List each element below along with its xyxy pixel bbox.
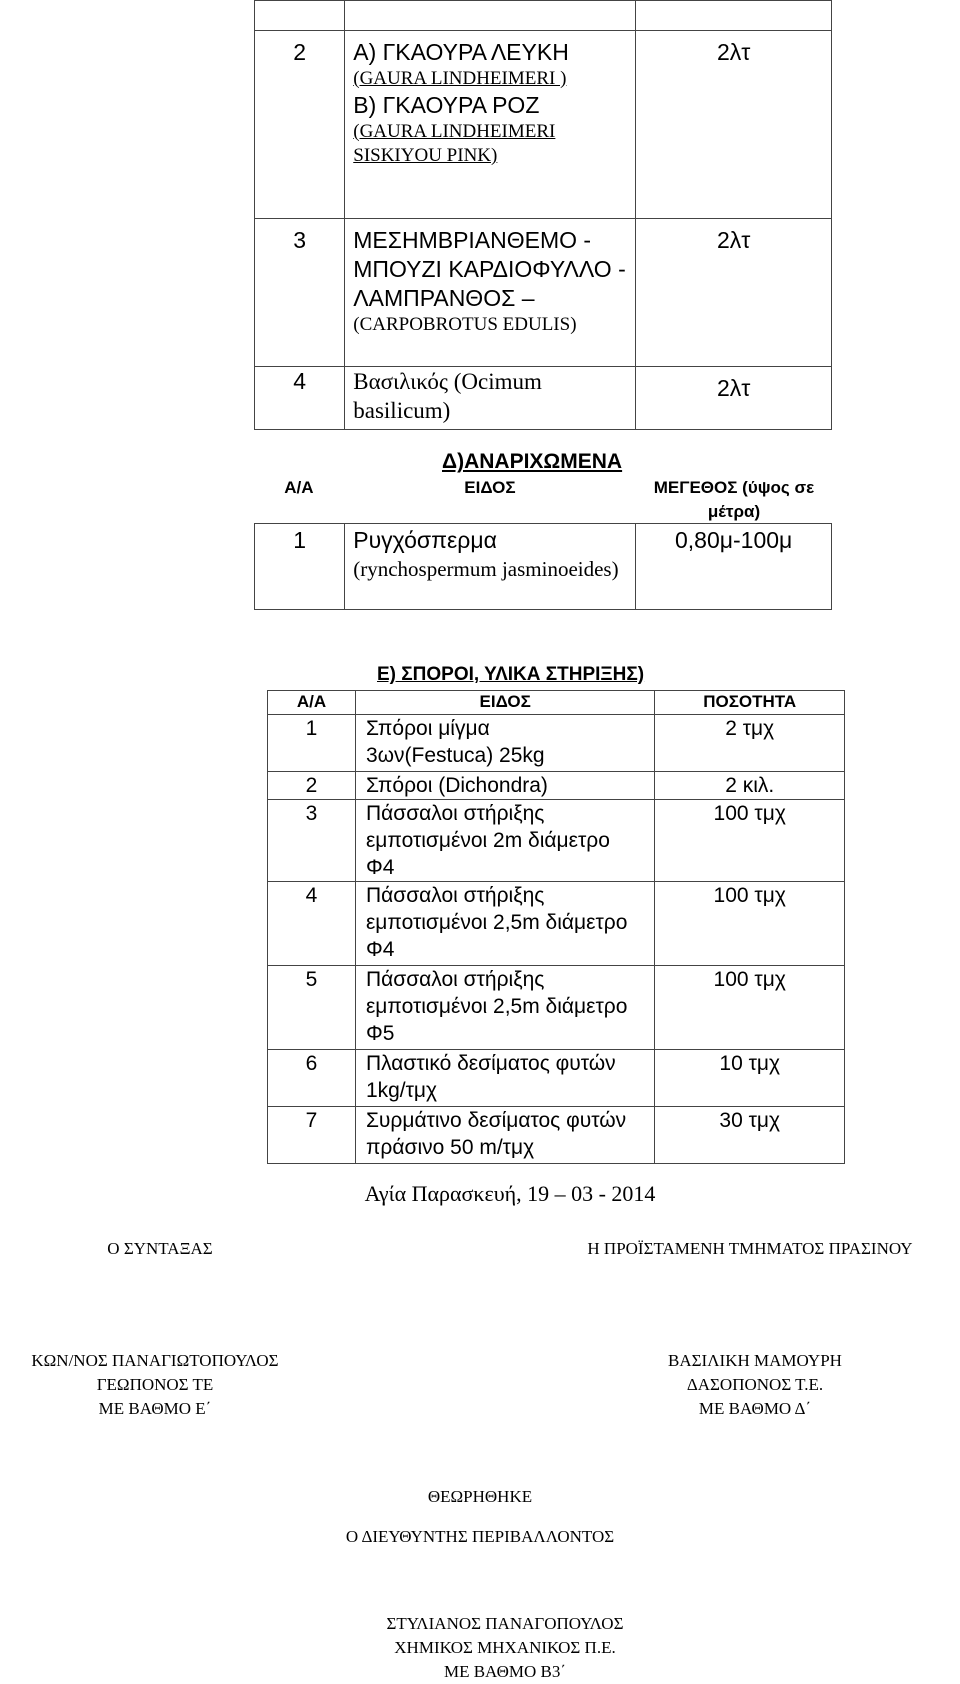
table-row	[268, 1107, 845, 1164]
head-role: ΔΑΣΟΠΟΝΟΣ Τ.Ε.	[686, 1375, 824, 1394]
head-grade: ΜΕ ΒΑΘΜΟ Δ΄	[698, 1399, 812, 1418]
plant-latin-b: (GAURA LINDHEIMERI SISKIYOU PINK)	[353, 121, 556, 166]
row-number: 7	[268, 1107, 356, 1164]
table-row	[268, 772, 845, 800]
item-name: Πάσσαλοι στήριξης εμποτισμένοι 2,5m διάμετρο Φ5	[355, 966, 654, 1050]
head-title: Η ΠΡΟΪΣΤΑΜΕΝΗ ΤΜΗΜΑΤΟΣ ΠΡΑΣΙΝΟΥ	[587, 1239, 913, 1258]
row-number: 2	[255, 31, 345, 219]
row-number: 5	[268, 966, 356, 1050]
header-eidos: ΕΙΔΟΣ	[464, 478, 516, 497]
table-row	[255, 524, 832, 610]
header-aa: Α/Α	[268, 691, 356, 715]
plant-name-b: Β) ΓΚΑΟΥΡΑ ΡΟΖ	[353, 92, 540, 118]
row-number: 3	[268, 800, 356, 882]
item-name: Πάσσαλοι στήριξης εμποτισμένοι 2,5m διάμετρο Φ4	[355, 882, 654, 966]
plant-name	[345, 219, 636, 367]
table-header-row	[268, 691, 845, 715]
plant-name-text: ΜΕΣΗΜΒΡΙΑΝΘΕΜΟ - ΜΠΟΥΖΙ ΚΑΡΔΙΟΦΥΛΛΟ - ΛΑΜΠΡΑΝΘΟΣ –	[353, 227, 626, 311]
plant-qty: 2λτ	[636, 31, 832, 219]
table-row	[268, 715, 845, 772]
plant-latin-a: (GAURA LINDHEIMERI )	[353, 68, 567, 89]
table-row	[255, 219, 832, 367]
row-number: 4	[255, 367, 345, 430]
director-role: ΧΗΜΙΚΟΣ ΜΗΧΑΝΙΚΟΣ Π.Ε.	[394, 1638, 616, 1657]
plant-name	[345, 31, 636, 219]
plant-size: 0,80μ-100μ	[636, 524, 832, 610]
section-d-title: Δ)ΑΝΑΡΙΧΩΜΕΝΑ	[442, 450, 623, 473]
head-name: ΒΑΣΙΛΙΚΗ ΜΑΜΟΥΡΗ	[668, 1351, 842, 1370]
table-row	[268, 1050, 845, 1107]
plant-qty: 2λτ	[636, 219, 832, 367]
composer-title: Ο ΣΥΝΤΑΞΑΣ	[107, 1239, 213, 1258]
plant-latin: (rynchospermum jasminoeides)	[353, 557, 619, 581]
item-name: Πλαστικό δεσίματος φυτών 1kg/τμχ	[355, 1050, 654, 1107]
item-name: Συρμάτινο δεσίματος φυτών πράσινο 50 m/τμχ	[355, 1107, 654, 1164]
item-qty: 100 τμχ	[655, 882, 845, 966]
item-qty: 100 τμχ	[655, 800, 845, 882]
seen-label: ΘΕΩΡΗΘΗΚΕ	[427, 1487, 533, 1506]
table-row	[268, 966, 845, 1050]
composer-name: ΚΩΝ/ΝΟΣ ΠΑΝΑΓΙΩΤΟΠΟΥΛΟΣ	[31, 1351, 279, 1370]
section-d-table	[254, 523, 832, 610]
row-number: 1	[255, 524, 345, 610]
header-eidos: ΕΙΔΟΣ	[355, 691, 654, 715]
plants-table	[254, 0, 832, 430]
director-title: Ο ΔΙΕΥΘΥΝΤΗΣ ΠΕΡΙΒΑΛΛΟΝΤΟΣ	[345, 1527, 615, 1546]
row-number: 3	[255, 219, 345, 367]
section-d-header	[254, 476, 832, 524]
row-number: 4	[268, 882, 356, 966]
item-qty: 2 κιλ.	[655, 772, 845, 800]
plant-qty: 2λτ	[636, 367, 832, 430]
row-number: 2	[268, 772, 356, 800]
table-row	[255, 1, 832, 31]
item-name: Πάσσαλοι στήριξης εμποτισμένοι 2m διάμετρο Φ4	[355, 800, 654, 882]
table-row	[255, 31, 832, 219]
row-number: 6	[268, 1050, 356, 1107]
plant-name: Βασιλικός (Ocimum basilicum)	[345, 367, 636, 430]
row-number: 1	[268, 715, 356, 772]
section-e-table	[267, 690, 845, 1164]
plant-name-text: Ρυγχόσπερμα	[353, 527, 497, 553]
section-e-title: Ε) ΣΠΟΡΟΙ, ΥΛΙΚΑ ΣΤΗΡΙΞΗΣ)	[377, 664, 645, 685]
item-qty: 10 τμχ	[655, 1050, 845, 1107]
composer-role: ΓΕΩΠΟΝΟΣ ΤΕ	[96, 1375, 214, 1394]
composer-signature	[0, 1349, 310, 1421]
composer-grade: ΜΕ ΒΑΘΜΟ Ε΄	[98, 1399, 212, 1418]
item-name: Σπόροι (Dichondra)	[355, 772, 654, 800]
place-date: Αγία Παρασκευή, 19 – 03 - 2014	[364, 1181, 656, 1206]
director-grade: ΜΕ ΒΑΘΜΟ Β3΄	[443, 1662, 567, 1681]
table-row	[255, 367, 832, 430]
director-name: ΣΤΥΛΙΑΝΟΣ ΠΑΝΑΓΟΠΟΥΛΟΣ	[386, 1614, 624, 1633]
table-row	[268, 882, 845, 966]
item-qty: 100 τμχ	[655, 966, 845, 1050]
item-name: Σπόροι μίγμα 3ων(Festuca) 25kg	[355, 715, 654, 772]
table-row	[268, 800, 845, 882]
plant-name	[345, 524, 636, 610]
header-qty: ΠΟΣΟΤΗΤΑ	[655, 691, 845, 715]
item-qty: 2 τμχ	[655, 715, 845, 772]
plant-name-a: Α) ΓΚΑΟΥΡΑ ΛΕΥΚΗ	[353, 39, 569, 65]
head-signature	[620, 1349, 890, 1421]
header-aa: Α/Α	[284, 478, 314, 497]
director-signature	[360, 1612, 650, 1684]
header-size: ΜΕΓΕΘΟΣ (ύψος σε μέτρα)	[653, 478, 815, 521]
item-qty: 30 τμχ	[655, 1107, 845, 1164]
plant-latin: (CARPOBROTUS EDULIS)	[353, 314, 577, 335]
